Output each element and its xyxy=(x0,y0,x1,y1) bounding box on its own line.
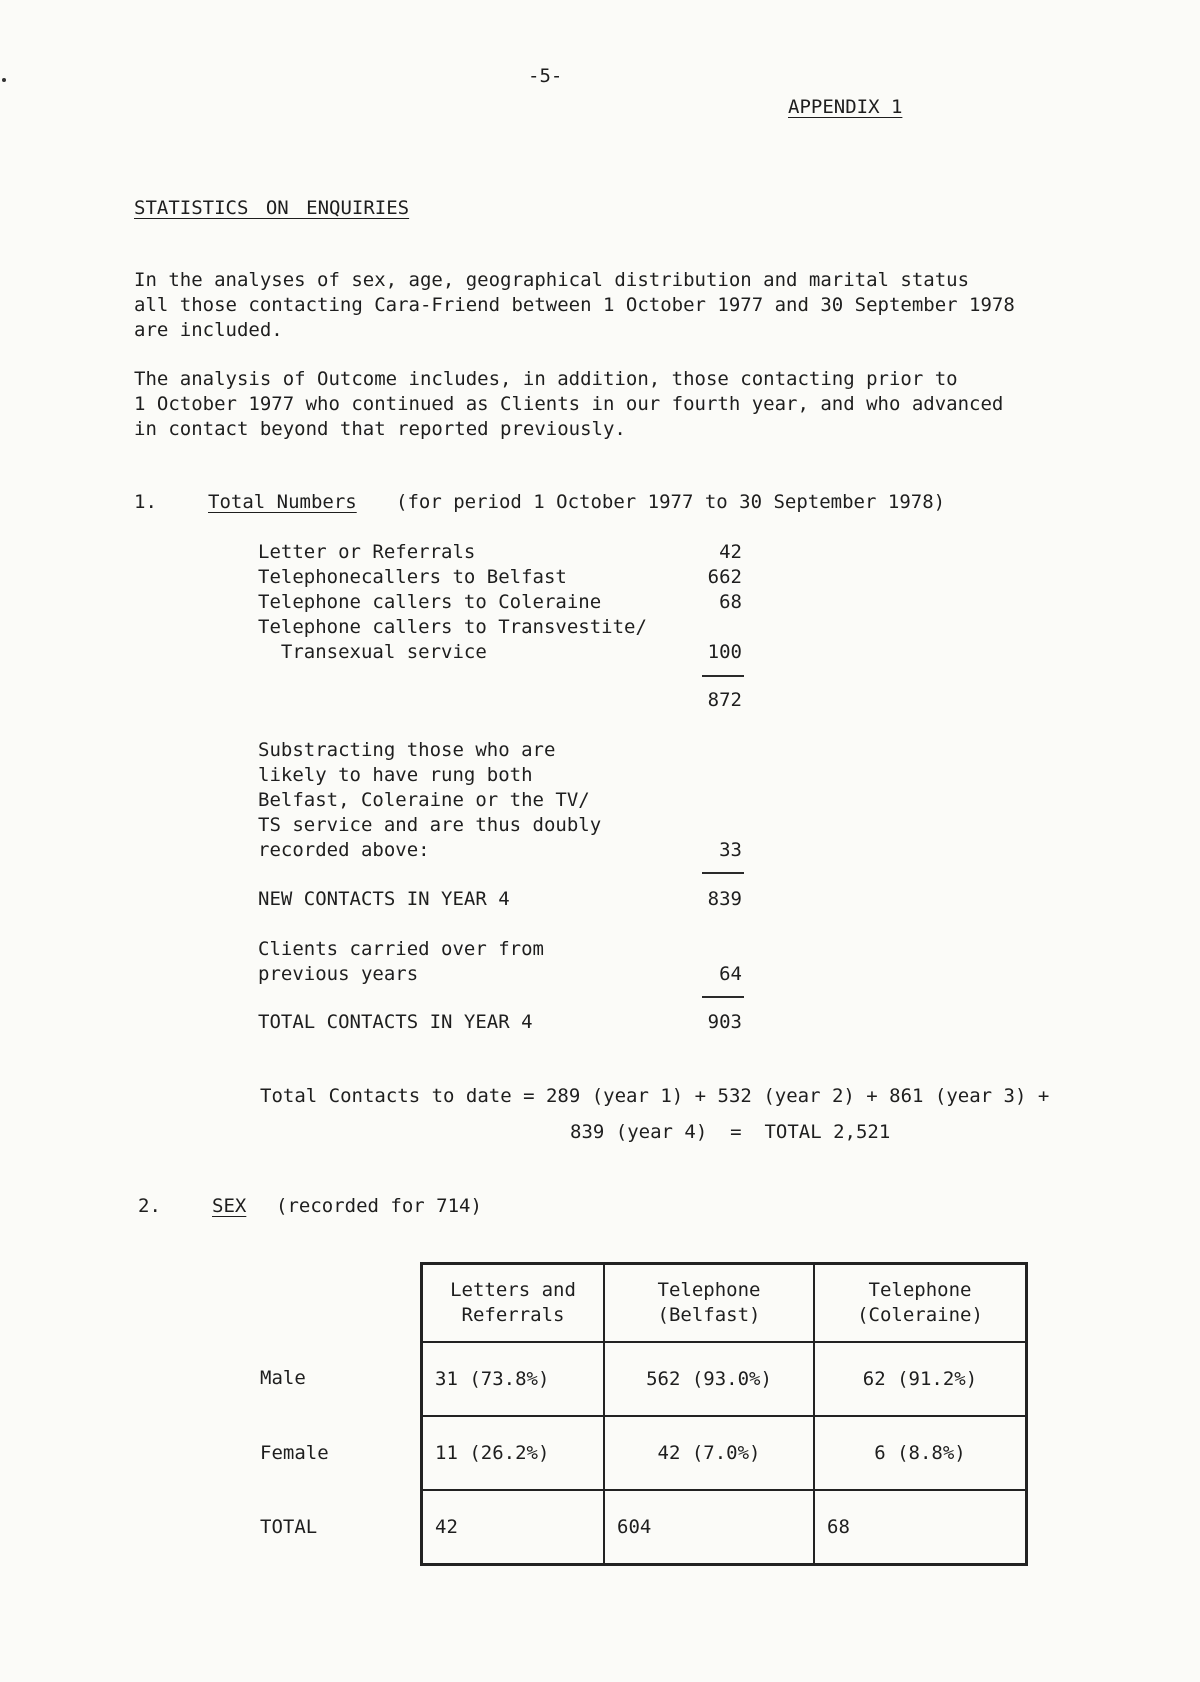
subtract-line: TS service and are thus doubly xyxy=(258,814,602,836)
row-label: Telephone callers to Transvestite/ xyxy=(258,616,647,638)
column-header xyxy=(814,1264,1027,1343)
paragraph-line: all those contacting Cara-Friend between 1 October 1977 and 30 September 1978 xyxy=(134,294,1015,316)
paragraph-line: 1 October 1977 who continued as Clients in our fourth year, and who advanced xyxy=(134,393,1004,415)
sum-rule xyxy=(702,872,744,874)
table-cell: 62 (91.2%) xyxy=(814,1342,1027,1416)
table-cell: 68 xyxy=(814,1490,1027,1565)
subtract-value: 33 xyxy=(719,839,742,861)
header-line: Referrals xyxy=(461,1304,565,1326)
header-line: Telephone xyxy=(868,1279,972,1301)
table-row xyxy=(422,1490,1027,1565)
section-1-number: 1. xyxy=(134,491,157,513)
table-cell: 562 (93.0%) xyxy=(604,1342,814,1416)
row-value: 42 xyxy=(719,541,742,563)
table-cell: 604 xyxy=(604,1490,814,1565)
paragraph-line: In the analyses of sex, age, geographical distribution and marital status xyxy=(134,269,970,291)
table-cell: 6 (8.8%) xyxy=(814,1416,1027,1490)
section-2-title: SEX xyxy=(212,1195,247,1217)
new-contacts-label: NEW CONTACTS IN YEAR 4 xyxy=(258,888,510,910)
column-header xyxy=(422,1264,605,1343)
total-contacts-value: 903 xyxy=(707,1011,742,1033)
section-1-title: Total Numbers xyxy=(208,491,357,513)
carried-line: previous years xyxy=(258,963,419,985)
section-2-number: 2. xyxy=(138,1195,161,1217)
row-value: 68 xyxy=(719,591,742,613)
table-row xyxy=(422,1416,1027,1490)
carried-line: Clients carried over from xyxy=(258,938,544,960)
row-label-female: Female xyxy=(260,1442,329,1464)
total-contacts-label: TOTAL CONTACTS IN YEAR 4 xyxy=(258,1011,533,1033)
new-contacts-value: 839 xyxy=(707,888,742,910)
row-label: Transexual service xyxy=(258,641,487,663)
appendix-label: APPENDIX 1 xyxy=(788,96,903,118)
row-value: 100 xyxy=(707,641,742,663)
table-cell: 42 (7.0%) xyxy=(604,1416,814,1490)
row-label-total: TOTAL xyxy=(260,1516,318,1538)
header-line: Telephone xyxy=(657,1279,761,1301)
column-header xyxy=(604,1264,814,1343)
subtract-line: Substracting those who are xyxy=(258,739,556,761)
sex-table xyxy=(420,1262,1028,1566)
row-label: Telephone callers to Coleraine xyxy=(258,591,602,613)
section-heading: STATISTICS ON ENQUIRIES xyxy=(134,197,410,219)
header-line: (Belfast) xyxy=(657,1304,761,1326)
subtract-line: Belfast, Coleraine or the TV/ xyxy=(258,789,590,811)
sum-rule xyxy=(702,675,744,677)
subtract-line: likely to have rung both xyxy=(258,764,533,786)
page-number: -5- xyxy=(528,65,563,87)
sum-rule xyxy=(702,996,744,998)
header-line: (Coleraine) xyxy=(857,1304,983,1326)
paragraph-line: The analysis of Outcome includes, in addition, those contacting prior to xyxy=(134,368,958,390)
table-cell: 42 xyxy=(422,1490,605,1565)
contacts-to-date-line-2: 839 (year 4) = TOTAL 2,521 xyxy=(570,1121,891,1143)
table-cell: 31 (73.8%) xyxy=(422,1342,605,1416)
carried-value: 64 xyxy=(719,963,742,985)
paragraph-line: in contact beyond that reported previously. xyxy=(134,418,626,440)
table-row xyxy=(422,1342,1027,1416)
subtotal-value: 872 xyxy=(707,689,742,711)
row-value: 662 xyxy=(707,566,742,588)
table-cell: 11 (26.2%) xyxy=(422,1416,605,1490)
paragraph-line: are included. xyxy=(134,319,283,341)
header-line: Letters and xyxy=(450,1279,576,1301)
subtract-line: recorded above: xyxy=(258,839,430,861)
row-label-male: Male xyxy=(260,1367,306,1389)
scan-speck xyxy=(2,78,6,82)
table-header-row xyxy=(422,1264,1027,1343)
row-label: Letter or Referrals xyxy=(258,541,476,563)
row-label: Telephonecallers to Belfast xyxy=(258,566,567,588)
section-2-subtitle: (recorded for 714) xyxy=(276,1195,482,1217)
section-1-subtitle: (for period 1 October 1977 to 30 September 1978) xyxy=(396,491,946,513)
contacts-to-date-line-1: Total Contacts to date = 289 (year 1) + 532 (year 2) + 861 (year 3) + xyxy=(260,1085,1050,1107)
